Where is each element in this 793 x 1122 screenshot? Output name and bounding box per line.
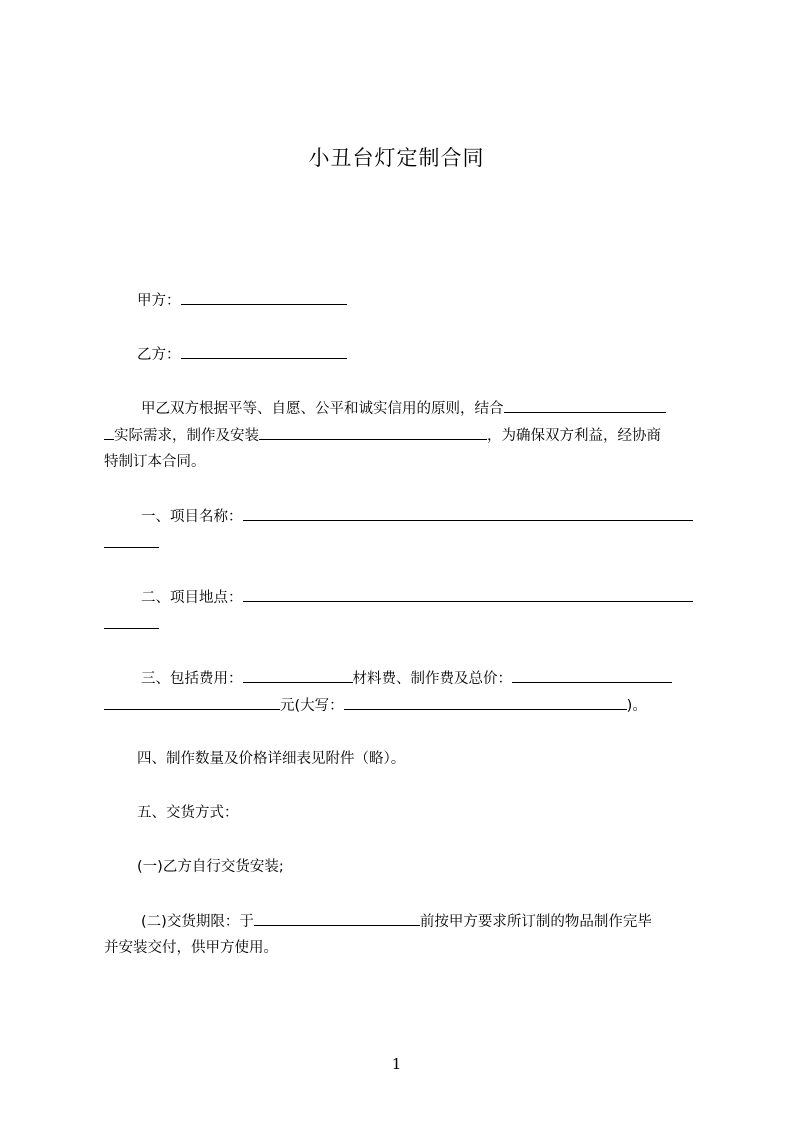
- intro-text-1: 甲乙双方根据平等、自愿、公平和诚实信用的原则，结合: [141, 401, 504, 417]
- item2-label: 二、项目地点：: [141, 590, 243, 606]
- intro-line-2: [104, 425, 661, 446]
- item3-yuan-text: 元(大写：: [280, 698, 344, 714]
- item1-line-2: [104, 533, 159, 554]
- item3-line: [141, 668, 672, 689]
- delivery-date-blank[interactable]: [254, 911, 420, 926]
- intro-blank-1-cont[interactable]: [104, 425, 114, 440]
- item4-text: 四、制作数量及价格详细表见附件（略）。: [137, 751, 406, 767]
- item5-2-line: [141, 911, 652, 932]
- item1-blank-cont[interactable]: [104, 533, 159, 548]
- intro-blank-2[interactable]: [259, 425, 487, 440]
- item5-2-suffix: 前按甲方要求所订制的物品制作完毕: [419, 914, 652, 930]
- item2-line: [141, 587, 693, 608]
- item3-line-2: [104, 695, 647, 716]
- item3-capital-blank[interactable]: [344, 695, 627, 710]
- item5-2-line2: 并安装交付，供甲方使用。: [104, 940, 278, 956]
- item1-label: 一、项目名称：: [141, 509, 243, 525]
- item3-total-blank-cont[interactable]: [104, 695, 280, 710]
- intro-text-4: 特制订本合同。: [104, 454, 206, 470]
- intro-text-3: ，为确保双方利益，经协商: [487, 428, 661, 444]
- item5-2-line-2: [104, 938, 278, 958]
- item1-line: [141, 506, 693, 527]
- item5-text: 五、交货方式：: [137, 805, 239, 821]
- item2-blank[interactable]: [243, 587, 693, 602]
- item5-1-text: (一)乙方自行交货安装;: [137, 859, 284, 875]
- item2-line-2: [104, 614, 159, 635]
- item1-blank[interactable]: [243, 506, 693, 521]
- item3-mid-text: 材料费、制作费及总价：: [352, 671, 512, 687]
- page-number: 1: [391, 1055, 402, 1073]
- document-title: 小丑台灯定制合同: [308, 146, 485, 170]
- intro-line-1: [141, 398, 666, 419]
- item3-fee-blank[interactable]: [243, 668, 353, 683]
- party-b-line: [137, 344, 347, 365]
- item3-end-text: )。: [626, 698, 647, 714]
- intro-line-3: [104, 452, 206, 472]
- party-a-label: 甲方：: [137, 293, 181, 309]
- party-b-label: 乙方：: [137, 347, 181, 363]
- item4-line: [137, 749, 405, 769]
- intro-text-2: 实际需求，制作及安装: [114, 428, 259, 444]
- party-a-blank[interactable]: [181, 290, 347, 305]
- item3-total-blank[interactable]: [512, 668, 672, 683]
- item5-line: [137, 803, 239, 823]
- item5-1-line: [137, 857, 284, 877]
- item3-label: 三、包括费用：: [141, 671, 243, 687]
- item2-blank-cont[interactable]: [104, 614, 159, 629]
- party-a-line: [137, 290, 347, 311]
- intro-blank-1[interactable]: [504, 398, 666, 413]
- party-b-blank[interactable]: [181, 344, 347, 359]
- item5-2-prefix: (二)交货期限：于: [141, 914, 254, 930]
